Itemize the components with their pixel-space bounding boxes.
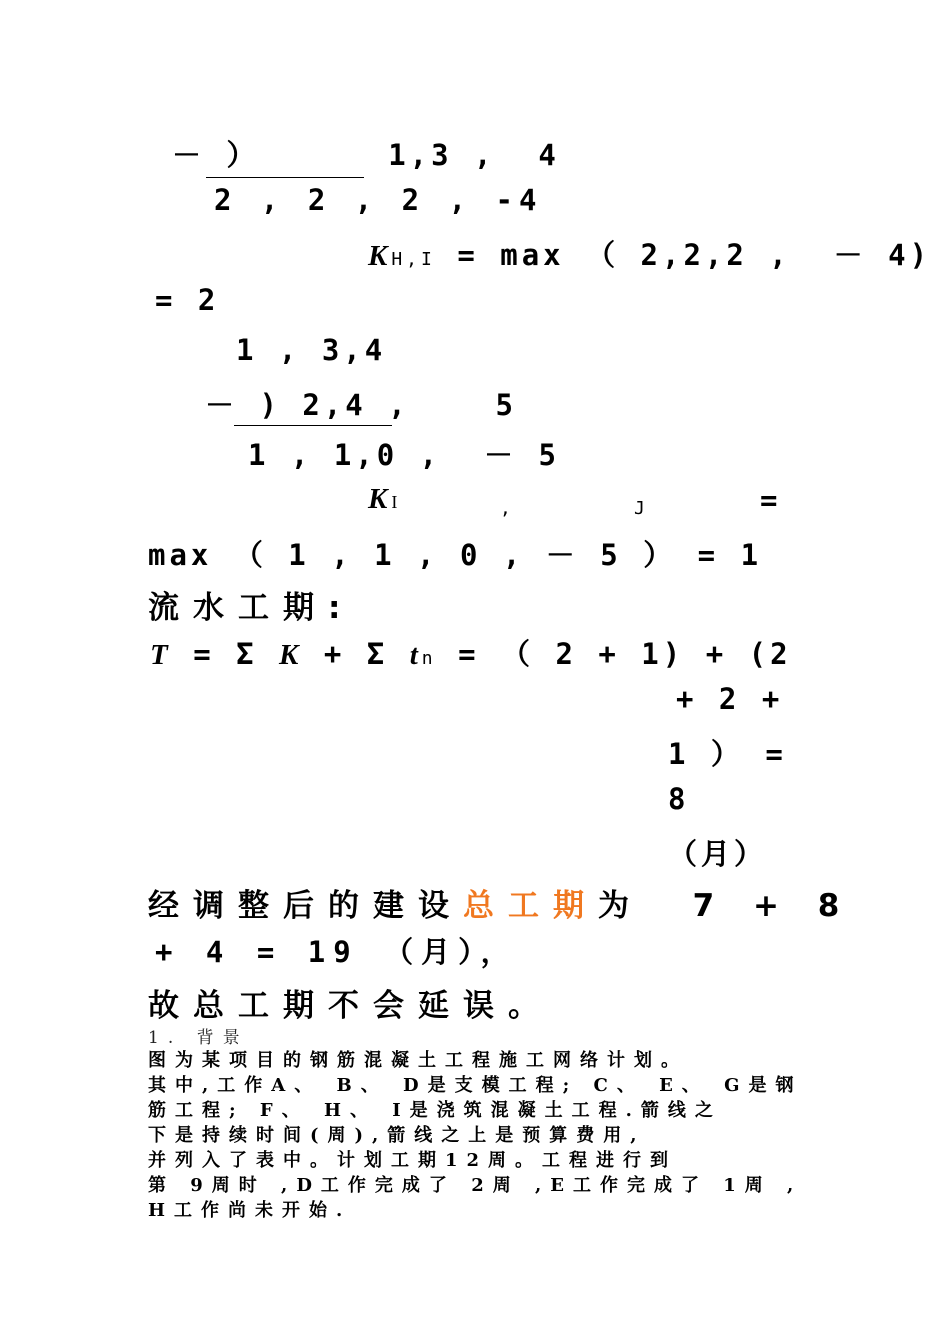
- k-symbol: K: [368, 240, 392, 272]
- k-subscript-j: J: [634, 498, 645, 519]
- k-subscript: H,I: [391, 249, 436, 270]
- para-line-4: 下是持续时间(周),箭线之上是预算费用,: [148, 1125, 646, 1146]
- section-heading: 1. 背景: [148, 1028, 249, 1048]
- para-line-3: 筋工程; F、 H、 I是浇筑混凝土工程.箭线之: [148, 1100, 722, 1121]
- period-heading: 流水工期:: [148, 590, 355, 626]
- calc2-row1: 1 , 3,4: [236, 333, 387, 367]
- conclusion-line1: 经调整后的建设总工期为 7 + 8: [148, 888, 854, 924]
- calc2-row3: 1 , 1,0 , － 5: [248, 438, 560, 472]
- calc2-subtraction-rule: [234, 425, 392, 426]
- period-cont2: 1 ） =: [668, 737, 787, 771]
- calc1-row1: － ） 1,3 , 4: [172, 138, 560, 172]
- conclusion-line3: 故总工期不会延误。: [148, 988, 553, 1024]
- para-line-2: 其中,工作A、 B、 D是支模工程; C、 E、 G是钢: [148, 1075, 803, 1096]
- calc2-row2: － ) 2,4 , 5: [205, 388, 517, 422]
- para-line-6: 第 9周时 ,D工作完成了 2周 ,E工作完成了 1周 ,: [148, 1175, 803, 1196]
- calc1-subtraction-rule: [206, 177, 364, 178]
- para-line-7: H工作尚未开始.: [148, 1200, 352, 1221]
- period-cont1: + 2 +: [676, 682, 784, 716]
- period-cont4: （月）: [668, 837, 768, 871]
- k-subscript-comma: ,: [500, 498, 511, 519]
- calc1-result: = 2: [155, 283, 220, 317]
- period-formula: T = Σ K + Σ tn = （ 2 + 1) + (2: [150, 637, 792, 671]
- k-expression: = max （ 2,2,2 , － 4): [457, 238, 932, 272]
- k-equals: =: [760, 483, 782, 517]
- para-line-1: 图为某项目的钢筋混凝土工程施工网络计划。: [148, 1050, 688, 1071]
- conclusion-line2: + 4 = 19 （月），: [155, 935, 518, 969]
- calc1-k-expression: [368, 233, 931, 274]
- total-period-highlight: 总工期: [463, 888, 598, 924]
- calc1-row2: 2 , 2 , 2 , -4: [214, 183, 543, 217]
- calc2-k-expression: max （ 1 , 1 , 0 , － 5 ） = 1: [148, 538, 763, 572]
- k-symbol: KI: [368, 483, 402, 515]
- para-line-5: 并列入了表中。计划工期12周。工程进行到: [148, 1150, 678, 1171]
- period-cont3: 8: [668, 782, 690, 816]
